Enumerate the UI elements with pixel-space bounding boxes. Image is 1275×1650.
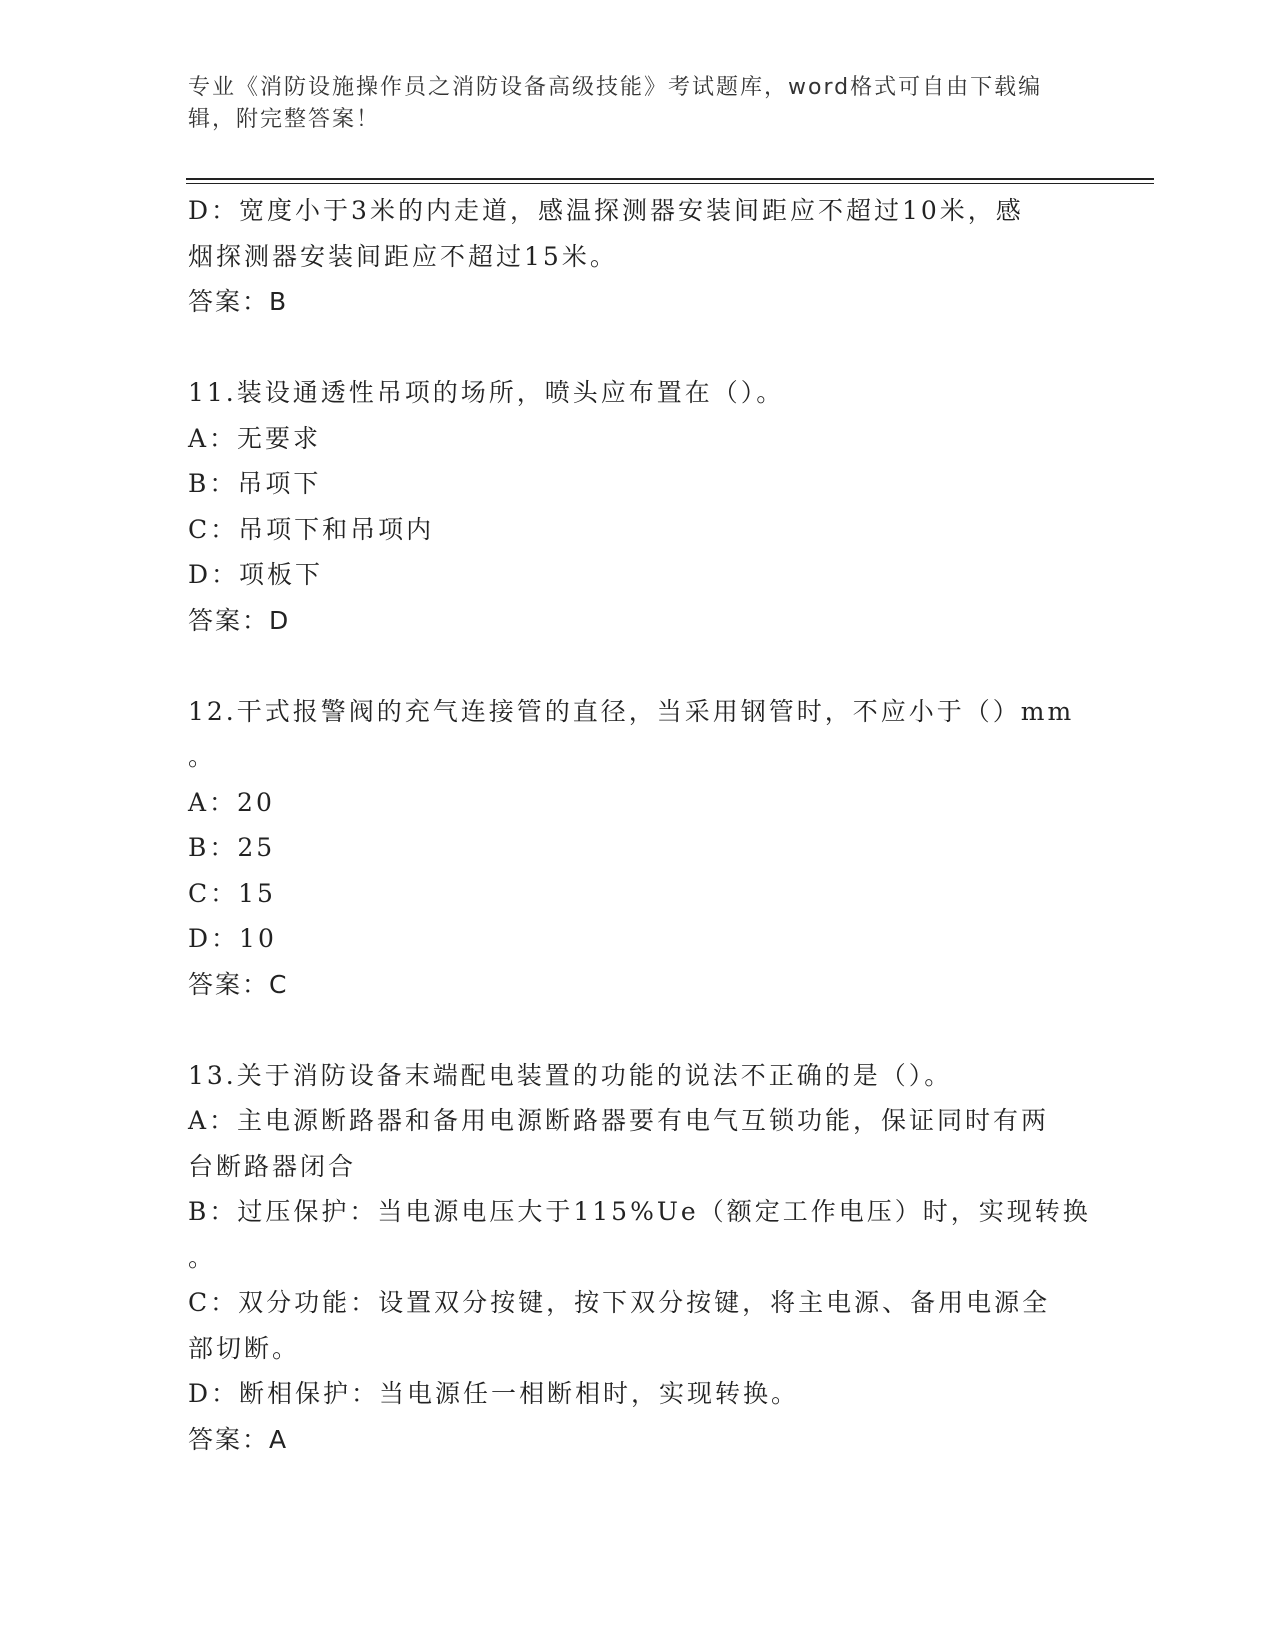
- option-a-line-1: A：主电源断路器和备用电源断路器要有电气互锁功能，保证同时有两: [188, 1106, 1050, 1135]
- option-d-line-1: D：宽度小于3米的内走道，感温探测器安装间距应不超过10米，感: [188, 196, 1024, 225]
- question-stem-line-1: 12.干式报警阀的充气连接管的直径，当采用钢管时，不应小于（）mm: [188, 696, 1075, 726]
- answer: 答案：C: [188, 969, 289, 999]
- spacer: [188, 1007, 1088, 1053]
- option-b: B：吊项下: [188, 469, 322, 498]
- page-header: [188, 72, 1078, 136]
- answer: 答案：B: [188, 287, 289, 316]
- answer: 答案：A: [188, 1424, 289, 1454]
- answer: 答案：D: [188, 605, 291, 635]
- option-a-line-2: 台断路器闭合: [188, 1151, 357, 1181]
- option-c: C：吊项下和吊项内: [188, 514, 435, 544]
- header-line-1: 专业《消防设施操作员之消防设备高级技能》考试题库，word格式可自由下载编: [188, 75, 1043, 100]
- header-divider-thin: [186, 183, 1154, 184]
- option-d-line-2: 烟探测器安装间距应不超过15米。: [188, 241, 618, 271]
- option-d: D：断相保护：当电源任一相断相时，实现转换。: [188, 1379, 800, 1408]
- question-13: [188, 1053, 1091, 1463]
- header-line-2: 辑，附完整答案！: [188, 107, 381, 132]
- spacer: [188, 325, 1088, 371]
- option-a: A：20: [188, 787, 275, 817]
- option-b-line-1: B：过压保护：当电源电压大于115%Ue（额定工作电压）时，实现转换: [188, 1197, 1091, 1226]
- question-11: [188, 370, 1088, 643]
- question-10-tail: [188, 188, 1088, 325]
- spacer: [188, 643, 1088, 689]
- question-stem: 11.装设通透性吊项的场所，喷头应布置在（）。: [188, 378, 785, 407]
- option-b: B：25: [188, 833, 276, 862]
- option-d: D：10: [188, 924, 277, 953]
- document-body: [188, 188, 1091, 1462]
- option-c-line-2: 部切断。: [188, 1333, 301, 1363]
- option-b-line-2: 。: [188, 1242, 217, 1272]
- option-a: A：无要求: [188, 423, 322, 453]
- option-c-line-1: C：双分功能：设置双分按键，按下双分按键，将主电源、备用电源全: [188, 1288, 1051, 1317]
- option-d: D：项板下: [188, 560, 324, 589]
- question-12: [188, 689, 1088, 1008]
- question-stem: 13.关于消防设备末端配电装置的功能的说法不正确的是（）。: [188, 1060, 953, 1090]
- question-stem-line-2: 。: [188, 742, 217, 771]
- header-divider-thick: [186, 178, 1154, 180]
- option-c: C：15: [188, 878, 276, 908]
